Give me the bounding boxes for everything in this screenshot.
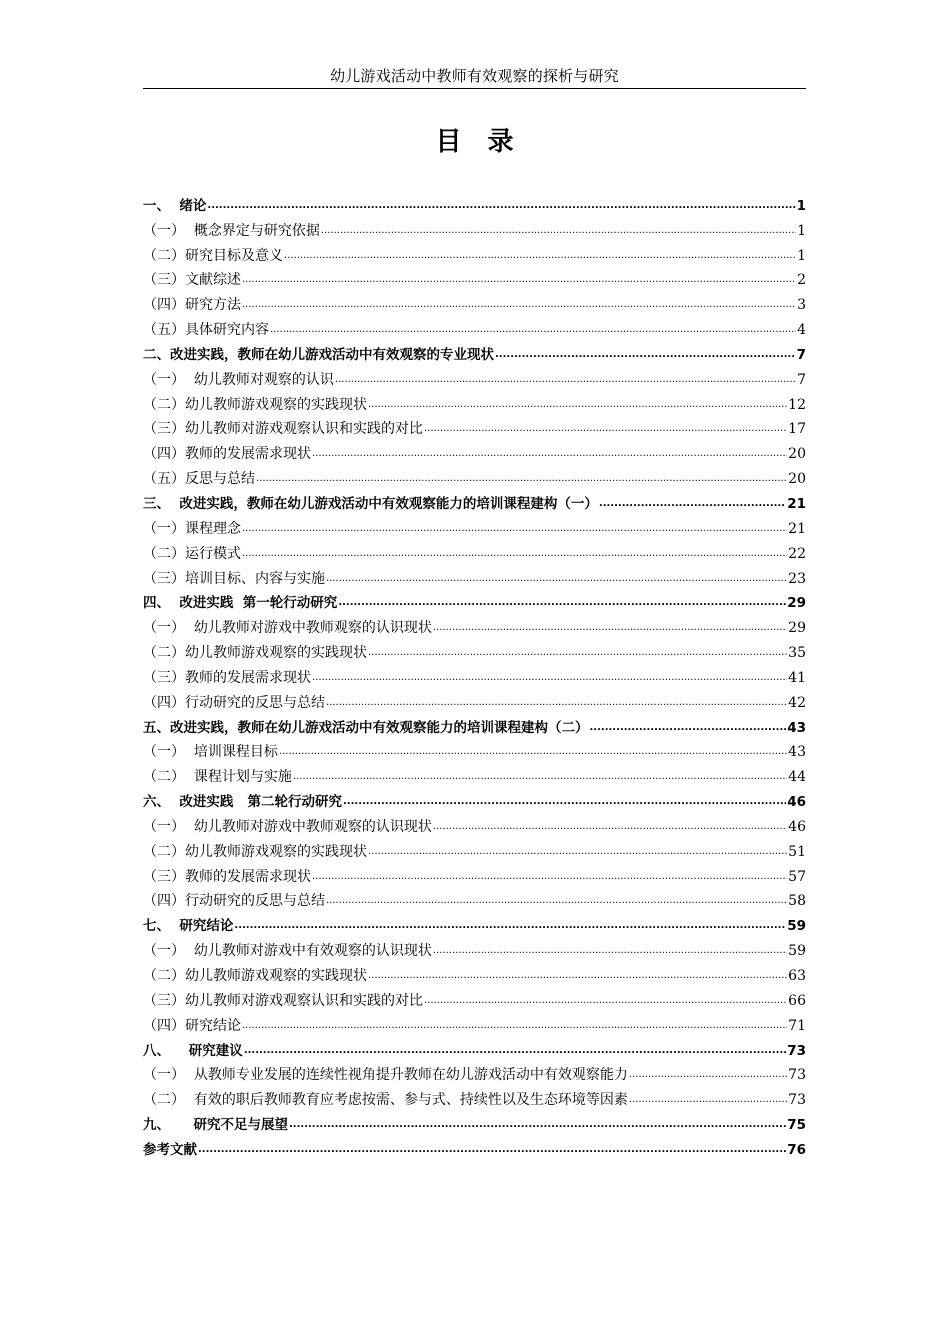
toc-chapter-entry[interactable] [143, 787, 806, 812]
toc-section-entry[interactable] [143, 315, 806, 340]
toc-page-number: 7 [797, 371, 806, 388]
toc-page-number: 20 [788, 446, 806, 463]
toc-page-number: 46 [788, 818, 806, 835]
toc-entry-label: （二）幼儿教师游戏观察的实践现状 [143, 968, 367, 984]
toc-dot-leader [293, 766, 787, 786]
toc-page-number: 66 [788, 992, 806, 1009]
toc-section-entry[interactable] [143, 986, 806, 1011]
running-header: 幼儿游戏活动中教师有效观察的探析与研究 [330, 67, 619, 85]
toc-chapter-entry[interactable] [143, 1135, 806, 1160]
toc-dot-leader [338, 592, 786, 612]
toc-dot-leader [234, 915, 786, 935]
toc-dot-leader [242, 1015, 787, 1035]
toc-dot-leader [424, 418, 787, 438]
toc-entry-label: 六、 改进实践 第二轮行动研究 [143, 794, 342, 811]
toc-entry-label: （三）文献综述 [143, 272, 241, 289]
toc-entry-label: （三）幼儿教师对游戏观察认识和实践的对比 [143, 992, 423, 1009]
toc-section-entry[interactable] [143, 887, 806, 912]
toc-dot-leader [244, 1040, 786, 1060]
toc-entry-label: 一、 绪论 [143, 197, 207, 214]
toc-entry-label: （二） 有效的职后教师教育应考虑按需、参与式、持续性以及生态环境等因素 [143, 1092, 628, 1109]
toc-dot-leader [312, 443, 787, 463]
toc-page-number: 63 [788, 968, 806, 984]
toc-dot-leader [424, 990, 787, 1010]
toc-entry-label: （二） 课程计划与实施 [143, 769, 292, 786]
toc-dot-leader [368, 642, 787, 662]
toc-chapter-entry[interactable] [143, 713, 806, 738]
toc-entry-label: 参考文献 [143, 1141, 197, 1158]
toc-section-entry[interactable] [143, 365, 806, 390]
toc-page-number: 57 [788, 868, 806, 885]
toc-dot-leader [198, 1139, 786, 1159]
toc-entry-label: （五）反思与总结 [143, 471, 255, 488]
toc-page-number: 22 [788, 545, 806, 562]
toc-section-entry[interactable] [143, 564, 806, 589]
toc-page-number: 42 [788, 694, 806, 711]
toc-chapter-entry[interactable] [143, 489, 806, 514]
toc-dot-leader [242, 294, 796, 314]
toc-dot-leader [321, 220, 796, 240]
toc-page-number: 73 [788, 1067, 806, 1084]
toc-dot-leader [289, 1114, 786, 1134]
toc-dot-leader [629, 1064, 787, 1084]
toc-page-number: 41 [788, 669, 806, 686]
toc-section-entry[interactable] [143, 464, 806, 489]
toc-entry-label: （三）教师的发展需求现状 [143, 868, 311, 885]
toc-dot-leader [207, 195, 795, 215]
toc-page-number: 76 [787, 1141, 806, 1158]
toc-entry-label: 八、 研究建议 [143, 1042, 243, 1059]
toc-chapter-entry[interactable] [143, 1110, 806, 1135]
toc-page-number: 17 [788, 421, 806, 438]
toc-page-number: 20 [788, 471, 806, 488]
toc-title: 目录 [435, 127, 540, 157]
toc-dot-leader [242, 543, 787, 563]
toc-dot-leader [433, 617, 787, 637]
toc-dot-leader [279, 741, 787, 761]
toc-page-number: 2 [797, 272, 806, 289]
toc-dot-leader [312, 866, 787, 886]
toc-dot-leader [270, 319, 796, 339]
toc-section-entry[interactable] [143, 1011, 806, 1036]
toc-entry-label: （二）运行模式 [143, 545, 241, 562]
toc-entry-label: 五、改进实践，教师在幼儿游戏活动中有效观察能力的培训课程建构（二） [143, 719, 589, 736]
toc-entry-label: （三）教师的发展需求现状 [143, 669, 311, 686]
toc-section-entry[interactable] [143, 266, 806, 291]
toc-dot-leader [326, 890, 787, 910]
toc-section-entry[interactable] [143, 1085, 806, 1110]
toc-page-number: 58 [788, 893, 806, 910]
toc-page-number: 35 [788, 645, 806, 662]
toc-entry-label: （四）行动研究的反思与总结 [143, 893, 325, 910]
toc-section-entry[interactable] [143, 638, 806, 663]
toc-dot-leader [242, 269, 796, 289]
toc-page-number: 21 [787, 495, 806, 512]
toc-section-entry[interactable] [143, 862, 806, 887]
toc-section-entry[interactable] [143, 961, 806, 986]
toc-entry-label: （一）课程理念 [143, 520, 241, 537]
toc-page-number: 71 [788, 1017, 806, 1034]
toc-dot-leader [495, 344, 796, 364]
toc-section-entry[interactable] [143, 762, 806, 787]
toc-page-number: 44 [788, 769, 806, 786]
toc-section-entry[interactable] [143, 290, 806, 315]
toc-dot-leader [368, 394, 787, 414]
toc-dot-leader [590, 717, 787, 737]
toc-entry-label: （二）幼儿教师游戏观察的实践现状 [143, 843, 367, 860]
toc-entry-label: （一） 幼儿教师对游戏中教师观察的认识现状 [143, 818, 432, 835]
toc-section-entry[interactable] [143, 688, 806, 713]
toc-entry-label: （四）研究方法 [143, 297, 241, 314]
toc-dot-leader [433, 940, 787, 960]
toc-section-entry[interactable] [143, 663, 806, 688]
toc-page-number: 73 [787, 1042, 806, 1059]
toc-section-entry[interactable] [143, 539, 806, 564]
toc-page-number: 73 [788, 1092, 806, 1109]
toc-chapter-entry[interactable] [143, 1036, 806, 1061]
toc-page-number: 51 [788, 843, 806, 860]
toc-entry-label: （四）研究结论 [143, 1017, 241, 1034]
toc-section-entry[interactable] [143, 936, 806, 961]
toc-page-number: 59 [788, 943, 806, 960]
toc-section-entry[interactable] [143, 738, 806, 763]
toc-entry-label: 七、 研究结论 [143, 918, 234, 935]
toc-entry-label: （三）培训目标、内容与实施 [143, 570, 325, 587]
toc-page-number: 75 [787, 1117, 806, 1134]
toc-entry-label: （五）具体研究内容 [143, 322, 269, 339]
toc-section-entry[interactable] [143, 241, 806, 266]
toc-dot-leader [312, 667, 787, 687]
toc-chapter-entry[interactable] [143, 340, 806, 365]
toc-entry-label: （四）行动研究的反思与总结 [143, 694, 325, 711]
toc-dot-leader [326, 692, 787, 712]
toc-page-number: 4 [797, 322, 806, 339]
toc-page-number: 1 [797, 247, 806, 264]
toc-chapter-entry[interactable] [143, 911, 806, 936]
toc-page-number: 29 [788, 620, 806, 637]
toc-chapter-entry[interactable] [143, 191, 806, 216]
toc-entry-label: （三）幼儿教师对游戏观察认识和实践的对比 [143, 421, 423, 438]
toc-section-entry[interactable] [143, 514, 806, 539]
toc-dot-leader [368, 841, 787, 861]
toc-page-number: 7 [796, 346, 806, 363]
toc-dot-leader [368, 965, 787, 985]
toc-section-entry[interactable] [143, 613, 806, 638]
toc-dot-leader [433, 816, 787, 836]
toc-dot-leader [335, 369, 796, 389]
toc-dot-leader [343, 791, 786, 811]
toc-dot-leader [326, 568, 787, 588]
toc-entry-label: （四）教师的发展需求现状 [143, 446, 311, 463]
toc-entry-label: 九、 研究不足与展望 [143, 1117, 288, 1134]
toc-section-entry[interactable] [143, 439, 806, 464]
toc-section-entry[interactable] [143, 390, 806, 415]
toc-section-entry[interactable] [143, 216, 806, 241]
toc-entry-label: （一） 幼儿教师对游戏中有效观察的认识现状 [143, 943, 432, 960]
toc-dot-leader [599, 493, 786, 513]
toc-entry-label: （一） 从教师专业发展的连续性视角提升教师在幼儿游戏活动中有效观察能力 [143, 1067, 628, 1084]
toc-entry-label: 三、 改进实践，教师在幼儿游戏活动中有效观察能力的培训课程建构（一） [143, 495, 598, 512]
toc-page-number: 3 [797, 297, 806, 314]
header-rule [143, 88, 806, 89]
toc-dot-leader [629, 1089, 787, 1109]
toc-page-number: 12 [788, 396, 806, 413]
toc-page-number: 43 [788, 744, 806, 761]
toc-page-number: 1 [796, 197, 806, 214]
toc-entry-label: （一） 培训课程目标 [143, 744, 278, 761]
toc-entry-label: （一） 概念界定与研究依据 [143, 222, 320, 239]
toc-dot-leader [284, 245, 796, 265]
toc-section-entry[interactable] [143, 415, 806, 440]
toc-entry-label: （一） 幼儿教师对游戏中教师观察的认识现状 [143, 620, 432, 637]
toc-page-number: 59 [787, 918, 806, 935]
toc-chapter-entry[interactable] [143, 589, 806, 614]
toc-page-number: 46 [787, 794, 806, 811]
toc-page-number: 21 [788, 520, 806, 537]
table-of-contents [143, 191, 806, 1160]
toc-entry-label: 二、改进实践，教师在幼儿游戏活动中有效观察的专业现状 [143, 346, 494, 363]
toc-entry-label: （二）幼儿教师游戏观察的实践现状 [143, 645, 367, 662]
toc-entry-label: 四、 改进实践 第一轮行动研究 [143, 595, 338, 612]
toc-page-number: 29 [787, 595, 806, 612]
toc-page-number: 43 [787, 719, 806, 736]
toc-page-number: 23 [788, 570, 806, 587]
toc-dot-leader [242, 518, 787, 538]
toc-section-entry[interactable] [143, 812, 806, 837]
toc-page-number: 1 [797, 222, 806, 239]
toc-dot-leader [256, 468, 787, 488]
toc-entry-label: （二）研究目标及意义 [143, 247, 283, 264]
toc-entry-label: （一） 幼儿教师对观察的认识 [143, 371, 334, 388]
toc-section-entry[interactable] [143, 837, 806, 862]
toc-section-entry[interactable] [143, 1061, 806, 1086]
toc-entry-label: （二）幼儿教师游戏观察的实践现状 [143, 396, 367, 413]
